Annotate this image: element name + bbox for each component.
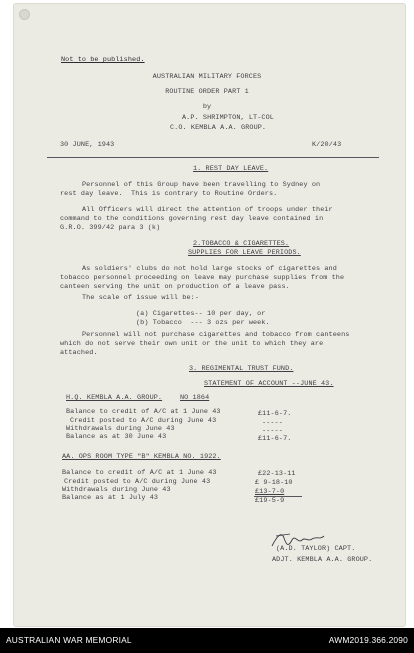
account-1-row-amount: ----- [262, 427, 283, 435]
section-1-para-1-cont: rest day leave. This is contrary to Routine Orders. [60, 190, 278, 198]
section-2-para-1: As soldiers' clubs do not hold large stocks of cigarettes and [82, 265, 337, 273]
account-1-row-label: Withdrawals during June 43 [66, 425, 175, 433]
issue-item-cigarettes: (a) Cigarettes-- 10 per day, or [136, 310, 266, 318]
section-2-para-1-cont: tobacco personnel proceeding on leave may purchase supplies from the [60, 274, 345, 282]
section-2-para-2: Personnel will not purchase cigarettes and tobacco from canteens [82, 331, 350, 339]
order-date: 30 JUNE, 1943 [60, 141, 115, 149]
account-2-row-amount: £19-5-9 [255, 497, 285, 505]
account-2-row-label: Balance as at 1 July 43 [62, 494, 159, 502]
issue-scale-intro: The scale of issue will be:- [82, 294, 200, 302]
account-2-row-amount: £ 9-18-10 [255, 479, 293, 487]
author-name: A.P. SHRIMPTON, LT-COL [182, 114, 274, 122]
author-role: C.O. KEMBLA A.A. GROUP. [170, 124, 267, 132]
account-1-heading: H.Q. KEMBLA A.A. GROUP. [66, 394, 163, 402]
issue-item-tobacco: (b) Tobacco --- 3 ozs per week. [136, 319, 270, 327]
account-1-row-label: Balance to credit of A/C at 1 June 43 [66, 408, 221, 416]
section-2-para-2-cont: which do not serve their own unit or the unit to which they are [60, 340, 324, 348]
signatory-role: ADJT. KEMBLA A.A. GROUP. [272, 556, 373, 564]
signatory-name: (A.D. TAYLOR) CAPT. [276, 545, 356, 553]
punch-hole [19, 9, 30, 20]
section-3-subtitle: STATEMENT OF ACCOUNT --JUNE 43. [204, 380, 334, 388]
account-2-row-label: Balance to credit of A/C at 1 June 43 [62, 469, 217, 477]
section-2-para-2-end: attached. [60, 349, 98, 357]
header-divider [47, 157, 379, 158]
account-1-row-amount: ----- [262, 419, 283, 427]
account-2-row-label: Withdrawals during June 43 [62, 486, 171, 494]
section-1-para-1: Personnel of this Group have been travelling to Sydney on [82, 181, 321, 189]
order-reference: K/20/43 [312, 141, 342, 149]
section-3-title: 3. REGIMENTAL TRUST FUND. [189, 365, 294, 373]
footer-accession-number: AWM2019.366.2090 [328, 635, 408, 645]
document-subtitle: ROUTINE ORDER PART 1 [165, 88, 249, 96]
document-title: AUSTRALIAN MILITARY FORCES [152, 73, 262, 81]
account-2-heading: AA. OPS ROOM TYPE "B" KEMBLA NO. 1922. [62, 453, 221, 461]
account-1-row-amount: £11-6-7. [258, 410, 292, 418]
section-1-title: 1. REST DAY LEAVE. [193, 165, 269, 173]
section-2-subtitle: SUPPLIES FOR LEAVE PERIODS. [188, 249, 301, 257]
by-line: by [202, 103, 212, 111]
section-1-para-2-ref: G.R.O. 399/42 para 3 (k) [60, 224, 161, 232]
account-1-row-label: Balance as at 30 June 43 [66, 433, 167, 441]
section-1-para-2-cont: command to the conditions governing rest day leave contained in [60, 215, 324, 223]
account-2-row-label: Credit posted to A/C during June 43 [64, 478, 211, 486]
total-rule [254, 496, 302, 497]
section-2-title: 2.TOBACCO & CIGARETTES. [193, 240, 290, 248]
section-1-para-2: All Officers will direct the attention of troops under their [82, 206, 333, 214]
account-1-row-amount: £11-6-7. [258, 435, 292, 443]
account-1-row-label: Credit posted to A/C during June 43 [70, 417, 217, 425]
not-published-note: Not to be published. [61, 56, 145, 64]
account-2-row-amount: £22-13-11 [258, 470, 296, 478]
section-2-para-1-end: canteen serving the unit on production of a leave pass. [60, 283, 290, 291]
footer-institution: AUSTRALIAN WAR MEMORIAL [6, 635, 132, 645]
account-2-row-amount: £13-7-0 [255, 488, 285, 496]
account-1-number: NO 1864 [180, 394, 210, 402]
